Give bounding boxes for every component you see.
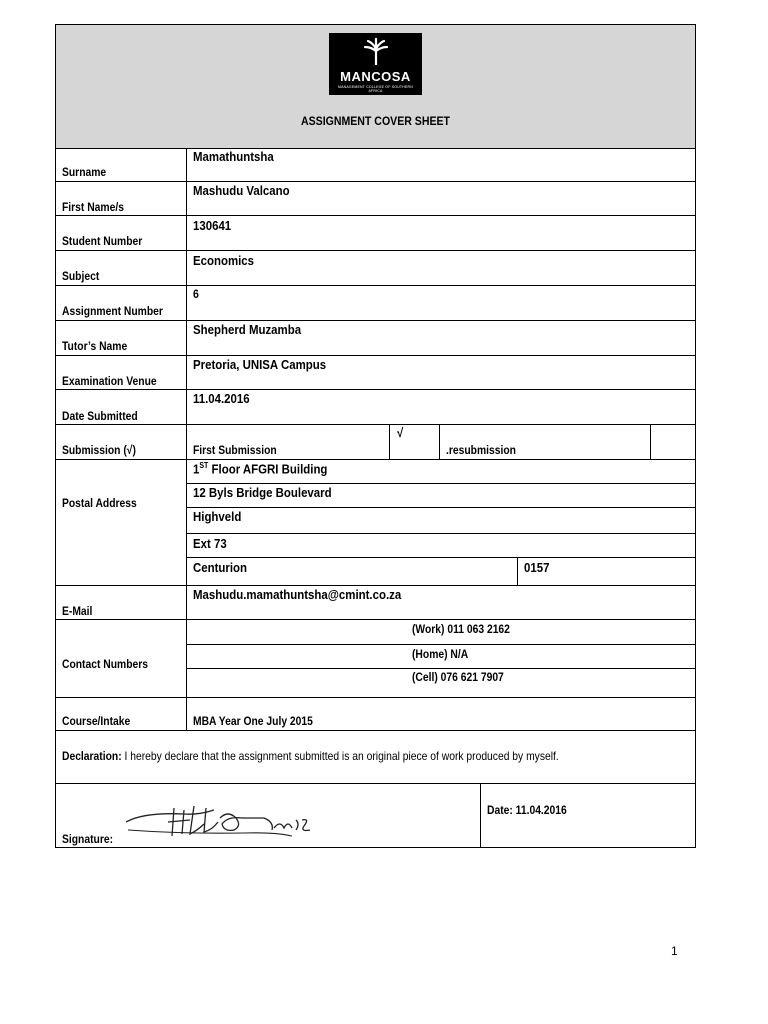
declaration-body: I hereby declare that the assignment submitted is an original piece of work produced by myself. (121, 749, 559, 763)
page-title: ASSIGNMENT COVER SHEET (300, 114, 451, 128)
postal-code[interactable]: 0157 (524, 560, 550, 575)
tutor-name-label: Tutor’s Name (62, 339, 128, 353)
date-submitted-value[interactable]: 11.04.2016 (193, 391, 250, 406)
student-number-value[interactable]: 130641 (193, 218, 232, 233)
logo-emblem-icon (363, 37, 389, 65)
row-divider (56, 424, 695, 425)
row-divider (56, 730, 695, 731)
row-divider (186, 557, 695, 558)
declaration-text (62, 749, 559, 763)
surname-value[interactable]: Mamathuntsha (193, 149, 274, 164)
tutor-name-value[interactable]: Shepherd Muzamba (193, 322, 302, 337)
subject-label: Subject (62, 269, 100, 283)
column-divider (186, 148, 187, 730)
cell-number[interactable]: (Cell) 076 621 7907 (412, 670, 504, 684)
row-divider (186, 668, 695, 669)
signature-label: Signature: (62, 832, 114, 846)
column-divider (439, 424, 440, 459)
row-divider (56, 250, 695, 251)
student-number-label: Student Number (62, 234, 143, 248)
course-intake-label: Course/Intake (62, 714, 131, 728)
handwritten-signature (124, 800, 314, 845)
course-intake-value[interactable]: MBA Year One July 2015 (193, 714, 313, 728)
row-divider (186, 483, 695, 484)
surname-label: Surname (62, 165, 107, 179)
row-divider (56, 215, 695, 216)
postal-address-label: Postal Address (62, 496, 137, 510)
email-label: E-Mail (62, 604, 93, 618)
declaration-label: Declaration: (62, 749, 122, 763)
row-divider (56, 619, 695, 620)
row-divider (56, 285, 695, 286)
row-divider (56, 459, 695, 460)
column-divider (480, 783, 481, 847)
row-divider (56, 181, 695, 182)
examination-venue-label: Examination Venue (62, 374, 157, 388)
row-divider (186, 507, 695, 508)
submission-label: Submission (√) (62, 443, 136, 457)
postal-line-4[interactable]: Ext 73 (193, 536, 227, 551)
row-divider (56, 585, 695, 586)
logo-tagline: MANAGEMENT COLLEGE OF SOUTHERN AFRICA (338, 85, 413, 93)
row-divider (186, 644, 695, 645)
row-divider (56, 320, 695, 321)
column-divider (650, 424, 651, 459)
row-divider (56, 783, 695, 784)
signature-date: Date: 11.04.2016 (487, 803, 567, 817)
postal-line-3[interactable]: Highveld (193, 509, 242, 524)
first-names-label: First Name/s (62, 200, 124, 214)
postal-city[interactable]: Centurion (193, 560, 248, 575)
column-divider (517, 557, 518, 585)
page-number: 1 (671, 944, 678, 958)
first-names-value[interactable]: Mashudu Valcano (193, 183, 290, 198)
first-submission-check[interactable]: √ (397, 425, 404, 440)
resubmission-option[interactable]: .resubmission (446, 443, 516, 457)
date-submitted-label: Date Submitted (62, 409, 138, 423)
first-submission-option[interactable]: First Submission (193, 443, 277, 457)
assignment-number-label: Assignment Number (62, 304, 163, 318)
subject-value[interactable]: Economics (193, 253, 255, 268)
assignment-number-value[interactable]: 6 (193, 287, 199, 301)
row-divider (56, 389, 695, 390)
logo-wordmark: MANCOSA (340, 69, 411, 84)
column-divider (389, 424, 390, 459)
examination-venue-value[interactable]: Pretoria, UNISA Campus (193, 357, 327, 372)
work-number[interactable]: (Work) 011 063 2162 (412, 622, 510, 636)
mancosa-logo (329, 33, 422, 95)
row-divider (56, 355, 695, 356)
contact-numbers-label: Contact Numbers (62, 657, 149, 671)
postal-line-1[interactable]: 1ST Floor AFGRI Building (193, 461, 328, 477)
home-number[interactable]: (Home) N/A (412, 647, 469, 661)
email-value[interactable]: Mashudu.mamathuntsha@cmint.co.za (193, 587, 402, 602)
row-divider (186, 533, 695, 534)
row-divider (56, 697, 695, 698)
postal-line-2[interactable]: 12 Byls Bridge Boulevard (193, 485, 332, 500)
